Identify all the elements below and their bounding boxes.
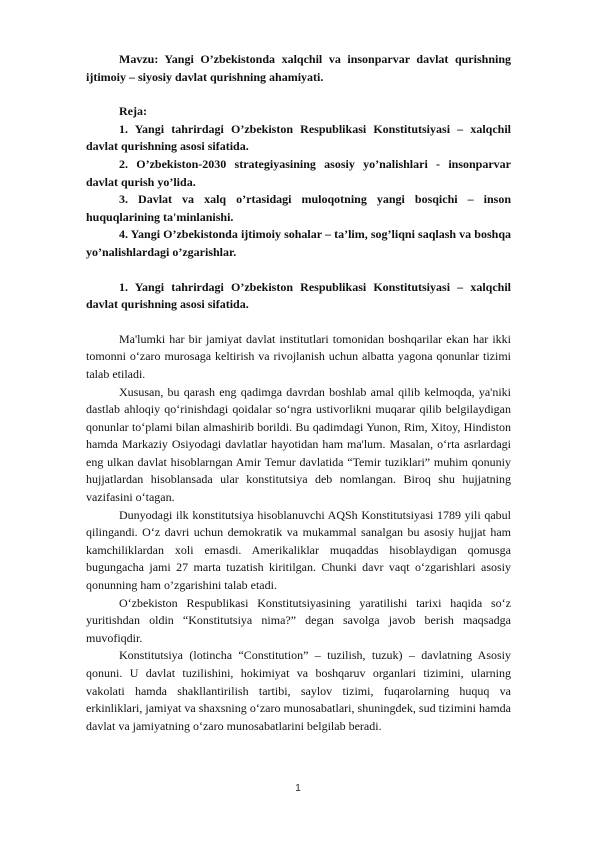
document-page	[86, 51, 511, 735]
plan-item: 4. Yangi O’zbekistonda ijtimoiy sohalar – ta’lim, sog’liqni saqlash va boshqa yo’nalishlardagi o’zgarishlar.	[86, 227, 511, 259]
spacer	[86, 314, 511, 331]
plan-item: 2. O’zbekiston-2030 strategiyasining asosiy yo’nalishlari - insonparvar davlat qurish yo’lida.	[86, 156, 511, 189]
plan-item: 1. Yangi tahrirdagi O’zbekiston Respublikasi Konstitutsiyasi – xalqchil davlat qurishning asosi sifatida.	[86, 121, 511, 154]
body-paragraph: Xususan, bu qarash eng qadimga davrdan boshlab amal qilib kelmoqda, ya'niki dastlab ahloqiy qo‘rinishdagi qoidalar so‘ngra ustivorlikni muqarar qilib belgilaydigan qonunlar to‘plami bilan almashirib borildi. Bu qadimdagi Yunon, Rim, Xitoy, Hindiston hamda Markaziy Osiyodagi davlatlar hayotidan ham ma'lum. Masalan, o‘rta asrlardagi eng ulkan davlat hisoblarngan Amir Temur davlatida “Temir tuziklari” muhim qonuniy hujjatlardan hisoblansada ular konstitutsiya deb nomlangan. Biroq shu hujjatning vazifasini o‘tagan.	[86, 384, 511, 505]
plan-heading: Reja:	[119, 104, 147, 119]
section-title: 1. Yangi tahrirdagi O’zbekiston Respublikasi Konstitutsiyasi – xalqchil davlat qurishning asosi sifatida.	[86, 279, 511, 312]
body-paragraph: Dunyodagi ilk konstitutsiya hisoblanuvchi AQSh Konstitutsiyasi 1789 yili qabul qilingandi. O‘z davri uchun demokratik va mukammal sanalgan bu asosiy hujjat ham kamchiliklardan xoli emasdi. Amerikaliklar muqaddas hisoblaydigan qomusga bugungacha jami 27 marta tuzatish kiritilgan. Chunki davr vaqt o‘zgarishlari asosiy qonunning ham o’zgarishini talab etadi.	[86, 507, 511, 593]
plan-item: 3. Davlat va xalq o’rtasidagi muloqotning yangi bosqichi – inson huquqlarining ta'minlanishi.	[86, 192, 511, 224]
page-number: 1	[295, 783, 301, 794]
topic-heading: Mavzu: Yangi O’zbekistonda xalqchil va insonparvar davlat qurishning ijtimoiy – siyosiy davlat qurishning ahamiyati.	[86, 52, 511, 84]
spacer	[86, 86, 511, 103]
body-paragraph: Konstitutsiya (lotincha “Constitution” – tuzilish, tuzuk) – davlatning Asosiy qonuni. U davlat tuzilishini, hokimiyat va boshqaruv organlari tizimini, ularning vakolati hamda shakllantirilish tartibi, saylov tizimi, fuqarolarning huquq va erkinliklari, jamiyat va shaxsning o‘zaro munosabatlari, shuningdek, sud tizimini hamda davlat va jamiyatning o‘zaro munosabatlarini belgilab beradi.	[86, 648, 511, 733]
body-paragraph: O‘zbekiston Respublikasi Konstitutsiyasining yaratilishi tarixi haqida so‘z yuritishdan oldin “Konstitutsiya nima?” degan savolga javob berish maqsadga muvofiqdir.	[86, 595, 511, 645]
spacer	[86, 262, 511, 279]
body-paragraph: Ma'lumki har bir jamiyat davlat institutlari tomonidan boshqarilar ekan har ikki tomonni o‘zaro murosaga keltirish va rivojlanish uchun albatta yagona qonunlar tizimi talab etiladi.	[86, 331, 511, 381]
